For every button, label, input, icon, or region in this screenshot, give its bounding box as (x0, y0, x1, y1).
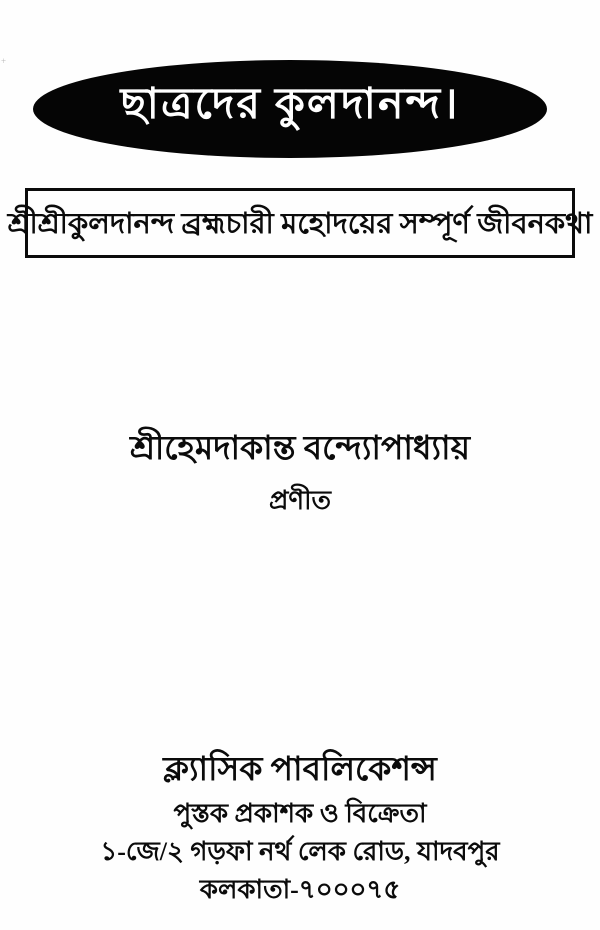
publisher-address: ১-জে/২ গড়ফা নর্থ লেক রোড, যাদবপুর (100, 837, 500, 867)
author-block (0, 430, 600, 524)
publisher-block (0, 750, 600, 907)
title-oval-banner (33, 60, 547, 158)
publisher-role: পুস্তক প্রকাশক ও বিক্রেতা (173, 799, 427, 829)
book-title: ছাত্রদের কুলদানন্দ। (120, 80, 460, 128)
scan-artifact: + (1, 56, 7, 66)
author-name: শ্রীহেমদাকান্ত বন্দ্যোপাধ্যায় (129, 431, 471, 467)
subtitle-box (7, 188, 593, 258)
publisher-city: কলকাতা-৭০০০৭৫ (199, 874, 401, 904)
publisher-name: ক্ল্যাসিক পাবলিকেশন্স (163, 752, 437, 788)
author-byline: প্রণীত (268, 485, 332, 515)
book-subtitle: শ্রীশ্রীকুলদানন্দ ব্রহ্মচারী মহোদয়ের সম্পূর্ণ জীবনকথা (7, 207, 593, 240)
